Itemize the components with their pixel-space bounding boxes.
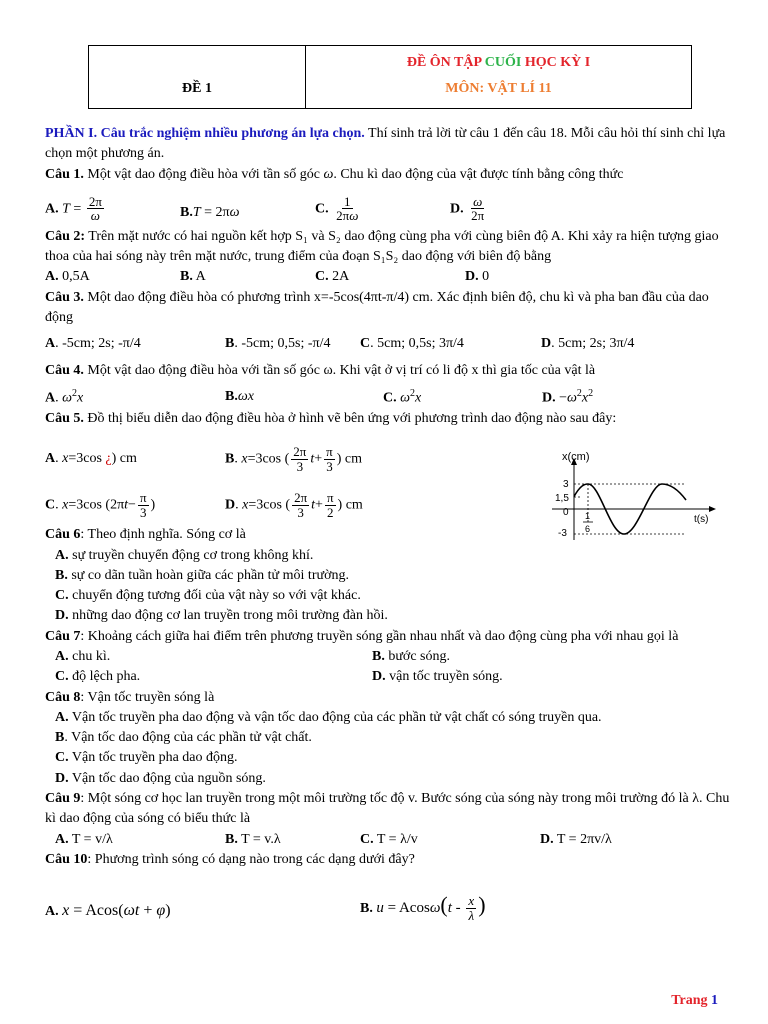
- y-axis-label: x(cm): [562, 451, 590, 463]
- tick-label-t-den: 6: [585, 524, 591, 534]
- question-3: Câu 3. Một dao động điều hòa có phương trình x=-5cos(4πt-π/4) cm. Xác định biên độ, chu kì và pha ban đầu của dao động: [45, 289, 709, 326]
- tick-label-3: 3: [563, 479, 569, 490]
- question-4: Câu 4. Một vật dao động điều hòa với tần số góc ω. Khi vật ở vị trí có li độ x thì gia tốc của vật là: [45, 362, 596, 378]
- tick-label-0: 0: [563, 507, 569, 518]
- q7-options-cd: C. độ lệch pha. D. vận tốc truyền sóng.: [55, 669, 503, 685]
- exam-number: ĐỀ 1: [89, 46, 306, 108]
- q1-option-c: C. $\frac{1}{2\pi\omega}$: [315, 193, 359, 224]
- q2-options: A. 0,5A B. A C. 2A D. 0: [45, 269, 490, 285]
- oscillation-graph: [540, 448, 720, 540]
- exam-title: ĐỀ ÔN TẬP CUỐI HỌC KỲ I: [406, 55, 591, 70]
- q5-options-cd: C. x=3cos (2πt− $\frac{\pi}{3}$ ) D. x=3cos ( $\frac{2\pi}{3}$ t+ $\frac{\pi}{2}$ ) cm: [45, 490, 363, 520]
- question-2: Câu 2: Trên mặt nước có hai nguồn kết hợp S₁ và S₂ dao động cùng pha với cùng biên độ A. Khi xảy ra hiện tượng giao thoa của hai sóng này trên mặt nước, trung điểm của đoạn S₁S₂ dao động với biên độ bằng: [45, 228, 719, 265]
- x-axis-label: t(s): [694, 514, 709, 525]
- x-axis-arrow: [709, 506, 716, 512]
- tick-label-t-num: 1: [585, 511, 591, 521]
- q9-options: A. T = v/λ B. T = v.λ C. T = λ/v D. T = 2πv/λ: [55, 831, 612, 847]
- tick-label-minus-3: -3: [558, 528, 567, 539]
- q5-options-ab: A. x=3cos ¿) cm B. x=3cos ( $\frac{2\pi}{3}$ t+ $\frac{\pi}{3}$ ) cm: [45, 444, 363, 474]
- exam-title-block: [306, 46, 691, 108]
- q8-option-c: C. Vận tốc truyền pha dao động.: [55, 750, 238, 766]
- q10-options: A. x = Acos(ωt + φ) B. u = Acosω(t - $\frac{x}{\lambda}$ ): [45, 891, 486, 923]
- q6-option-a: A. sự truyền chuyển động cơ trong không khí.: [55, 547, 314, 563]
- question-1: Câu 1. Một vật dao động điều hòa với tần số góc ω. Chu kì dao động của vật được tính bằng công thức: [45, 166, 624, 182]
- question-5: Câu 5. Đồ thị biểu diễn dao động điều hòa ở hình vẽ bên ứng với phương trình dao động nào sau đây:: [45, 410, 617, 426]
- question-7: Câu 7: Khoảng cách giữa hai điểm trên phương truyền sóng gần nhau nhất và dao động cùng pha với nhau gọi là: [45, 628, 679, 644]
- header-box: [88, 45, 692, 109]
- question-6: Câu 6: Theo định nghĩa. Sóng cơ là: [45, 527, 246, 543]
- q1-option-d: D. $\frac{\omega}{2\pi}$: [450, 193, 485, 224]
- question-10: Câu 10: Phương trình sóng có dạng nào trong các dạng dưới đây?: [45, 851, 415, 867]
- q8-option-d: D. Vận tốc dao động của nguồn sóng.: [55, 770, 266, 786]
- q8-option-b: B. Vận tốc dao động của các phần tử vật chất.: [55, 730, 312, 746]
- q8-option-a: A. Vận tốc truyền pha dao động và vận tốc dao động của các phần tử vật chất có sóng truyền qua.: [55, 709, 602, 725]
- q6-option-b: B. sự co dãn tuần hoàn giữa các phần tử môi trường.: [55, 567, 349, 583]
- q3-options: A. -5cm; 2s; -π/4 B. -5cm; 0,5s; -π/4 C. 5cm; 0,5s; 3π/4 D. 5cm; 2s; 3π/4: [45, 336, 635, 352]
- q1-option-a: A. T = $\frac{2\pi}{\omega}$: [45, 193, 102, 224]
- page-footer: Trang 1: [671, 993, 718, 1008]
- q4-options: A. $\omega^2x$ B.ωx C. $\omega^2x$ D. $-\omega^2x^2$: [45, 387, 594, 406]
- q1-option-b: B.T = 2πω: [180, 204, 240, 220]
- question-8: Câu 8: Vận tốc truyền sóng là: [45, 689, 215, 705]
- q6-option-d: D. những dao động cơ lan truyền trong môi trường đàn hồi.: [55, 608, 388, 624]
- tick-label-1-5: 1,5: [555, 493, 569, 504]
- part1-intro: PHẦN I. Câu trắc nghiệm nhiều phương án lựa chọn. Thí sinh trả lời từ câu 1 đến câu 18. Mỗi câu hỏi thí sinh chỉ lựa chọn một phương án.: [45, 126, 726, 162]
- q7-options-ab: A. chu kì. B. bước sóng.: [55, 649, 450, 664]
- exam-subject: MÔN: VẬT LÍ 11: [445, 81, 552, 97]
- question-9: Câu 9: Một sóng cơ học lan truyền trong một môi trường tốc độ v. Bước sóng của sóng này trong môi trường đó là λ. Chu kì dao động của sóng có biểu thức là: [45, 791, 730, 827]
- q6-option-c: C. chuyển động tương đối của vật này so với vật khác.: [55, 588, 361, 604]
- q1-options: [45, 185, 735, 223]
